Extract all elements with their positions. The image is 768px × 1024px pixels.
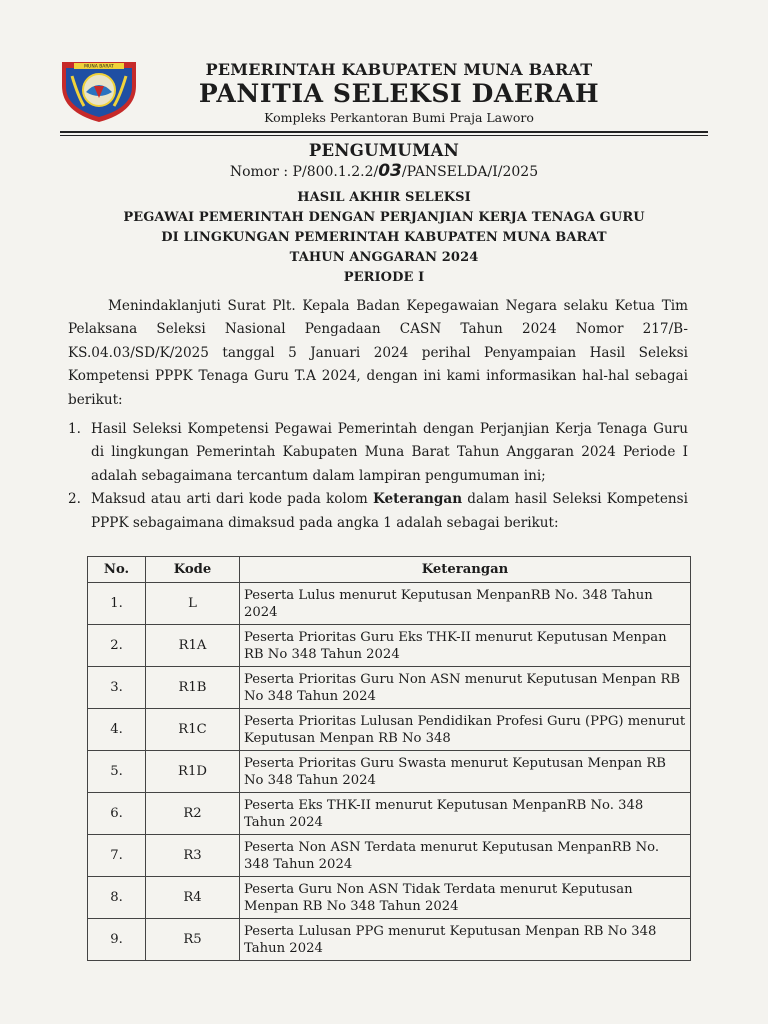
cell-keterangan: Peserta Lulus menurut Keputusan MenpanRB No. 348 Tahun 2024 (240, 583, 691, 625)
heading-line-3: DI LINGKUNGAN PEMERINTAH KABUPATEN MUNA BARAT (161, 230, 607, 245)
letterhead-government: PEMERINTAH KABUPATEN MUNA BARAT (205, 60, 593, 79)
number-prefix: Nomor : P/800.1.2.2/ (229, 164, 379, 180)
cell-kode: R1C (146, 709, 240, 751)
cell-keterangan: Peserta Lulusan PPG menurut Keputusan Menpan RB No 348 Tahun 2024 (240, 919, 691, 961)
cell-keterangan: Peserta Prioritas Guru Non ASN menurut Keputusan Menpan RB No 348 Tahun 2024 (240, 667, 691, 709)
cell-kode: R2 (146, 793, 240, 835)
cell-keterangan: Peserta Non ASN Terdata menurut Keputusan MenpanRB No. 348 Tahun 2024 (240, 835, 691, 877)
cell-kode: R4 (146, 877, 240, 919)
list-number: 2. (68, 491, 81, 508)
cell-kode: L (146, 583, 240, 625)
table-row (88, 583, 691, 625)
cell-no: 4. (88, 709, 146, 751)
table-row (88, 793, 691, 835)
cell-keterangan: Peserta Prioritas Lulusan Pendidikan Profesi Guru (PPG) menurut Keputusan Menpan RB No 348 (240, 709, 691, 751)
letterhead-address: Kompleks Perkantoran Bumi Praja Laworo (264, 110, 534, 125)
header-keterangan: Keterangan (240, 557, 691, 583)
cell-keterangan: Peserta Guru Non ASN Tidak Terdata menurut Keputusan Menpan RB No 348 Tahun 2024 (240, 877, 691, 919)
code-explanation-table (87, 556, 691, 961)
letterhead-divider (60, 131, 708, 133)
cell-keterangan: Peserta Eks THK-II menurut Keputusan MenpanRB No. 348 Tahun 2024 (240, 793, 691, 835)
cell-kode: R5 (146, 919, 240, 961)
cell-keterangan: Peserta Prioritas Guru Eks THK-II menurut Keputusan Menpan RB No 348 Tahun 2024 (240, 625, 691, 667)
intro-paragraph: Menindaklanjuti Surat Plt. Kepala Badan Kepegawaian Negara selaku Ketua Tim Pelaksana Seleksi Nasional Pengadaan CASN Tahun 2024 Nomor 217/B-KS.04.03/SD/K/2025 tanggal 5 Januari 2024 perihal Penyampaian Hasil Seleksi Kompetensi PPPK Tenaga Guru T.A 2024, dengan ini kami informasikan hal-hal sebagai berikut: (68, 298, 688, 408)
table-row (88, 919, 691, 961)
cell-keterangan: Peserta Prioritas Guru Swasta menurut Keputusan Menpan RB No 348 Tahun 2024 (240, 751, 691, 793)
table-row (88, 709, 691, 751)
list-number: 1. (68, 421, 81, 437)
cell-no: 3. (88, 667, 146, 709)
letterhead-divider-thin (60, 135, 708, 136)
table-row (88, 751, 691, 793)
announcement-number (0, 161, 768, 181)
cell-no: 1. (88, 583, 146, 625)
list-text-after: dalam hasil Seleksi Kompetensi PPPK sebagaimana dimaksud pada angka 1 adalah sebagai berikut: (91, 491, 688, 531)
table-header-row (88, 557, 691, 583)
heading-line-2: PEGAWAI PEMERINTAH DENGAN PERJANJIAN KERJA TENAGA GURU (123, 210, 645, 225)
list-item (68, 418, 688, 488)
list-item (68, 488, 688, 535)
list-text-bold: Keterangan (372, 491, 463, 508)
cell-kode: R3 (146, 835, 240, 877)
cell-no: 7. (88, 835, 146, 877)
header-no: No. (88, 557, 146, 583)
cell-no: 5. (88, 751, 146, 793)
table-row (88, 667, 691, 709)
cell-kode: R1B (146, 667, 240, 709)
heading-line-1: HASIL AKHIR SELEKSI (297, 190, 471, 205)
number-handwritten: 03 (378, 161, 402, 181)
announcement-title: PENGUMUMAN (308, 141, 460, 160)
cell-no: 8. (88, 877, 146, 919)
table-row (88, 625, 691, 667)
cell-no: 9. (88, 919, 146, 961)
letterhead-committee: PANITIA SELEKSI DAERAH (198, 79, 600, 108)
list-text-before: Maksud atau arti dari kode pada kolom (91, 491, 373, 508)
heading-line-5: PERIODE I (343, 270, 425, 285)
list-text: Hasil Seleksi Kompetensi Pegawai Pemerintah dengan Perjanjian Kerja Tenaga Guru di lingkungan Pemerintah Kabupaten Muna Barat Tahun Anggaran 2024 Periode I adalah sebagaimana tercantum dalam lampiran pengumuman ini; (91, 421, 688, 484)
cell-no: 2. (88, 625, 146, 667)
logo-text: MUNA BARAT (84, 64, 114, 70)
header-kode: Kode (146, 557, 240, 583)
cell-kode: R1D (146, 751, 240, 793)
table-row (88, 835, 691, 877)
heading-line-4: TAHUN ANGGARAN 2024 (289, 250, 479, 265)
table-row (88, 877, 691, 919)
number-suffix: /PANSELDA/I/2025 (401, 164, 539, 180)
cell-no: 6. (88, 793, 146, 835)
numbered-list (68, 418, 688, 535)
cell-kode: R1A (146, 625, 240, 667)
